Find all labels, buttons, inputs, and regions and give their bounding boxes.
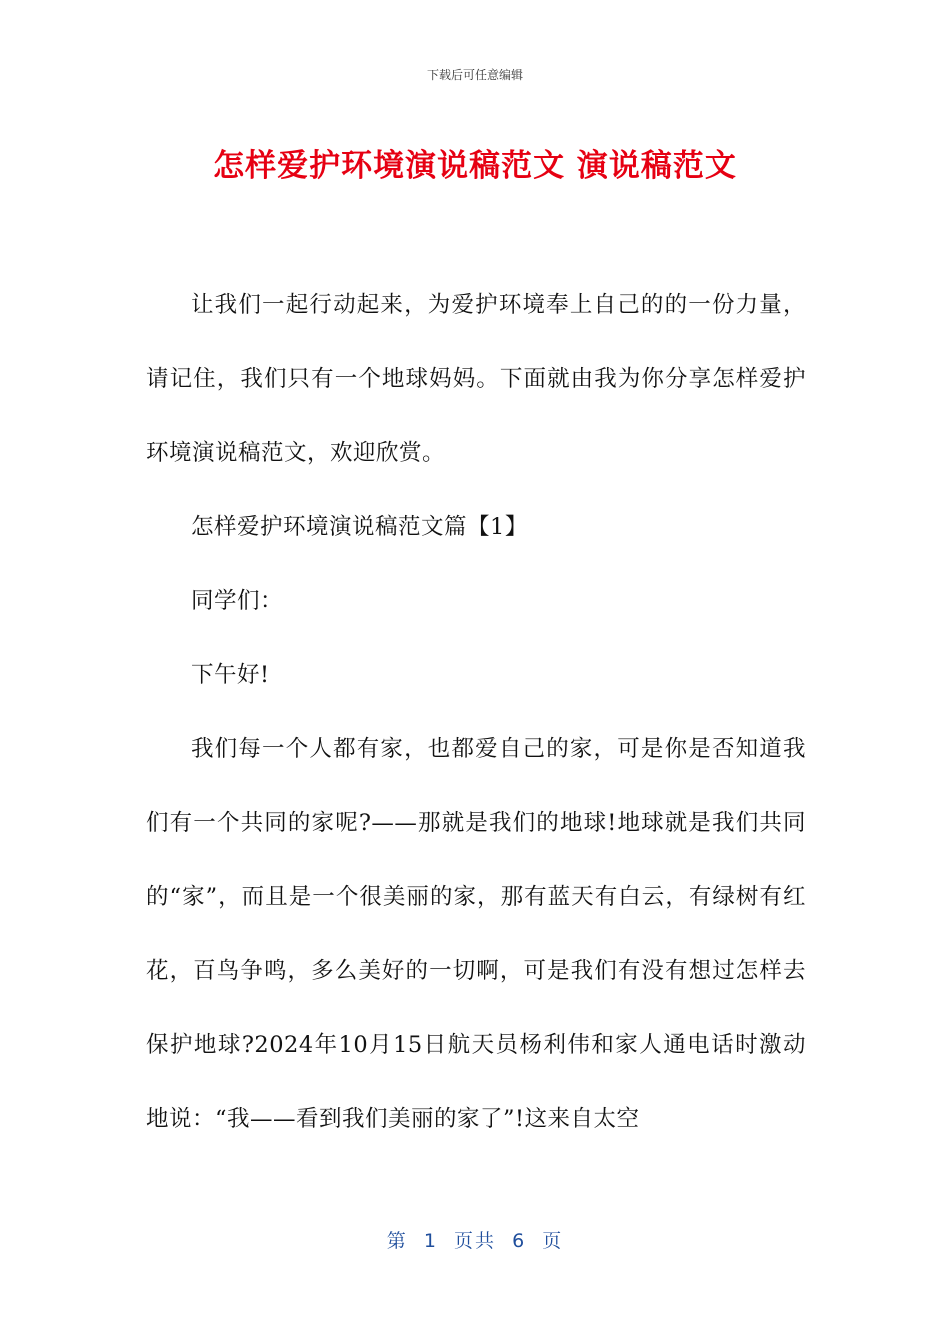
paragraph-section-heading: 怎样爱护环境演说稿范文篇【1】 <box>191 514 528 540</box>
paragraph-body: 我们每一个人都有家，也都爱自己的家，可是你是否知道我们有一个共同的家呢?——那就是我们的地球!地球就是我们共同的“家”，而且是一个很美丽的家，那有蓝天有白云，有绿树有红花，百鸟争鸣，多么美好的一切啊，可是我们有没有想过怎样去保护地球?2024年10月15日航天员杨利伟和家人通电话时激动地说：“我——看到我们美丽的家了”!这来自太空 <box>146 736 806 1132</box>
document-title: 怎样爱护环境演说稿范文 演说稿范文 <box>213 148 737 184</box>
paragraph-greeting: 下午好! <box>191 662 270 688</box>
paragraph-intro: 让我们一起行动起来，为爱护环境奉上自己的的一份力量，请记住，我们只有一个地球妈妈。下面就由我为你分享怎样爱护环境演说稿范文，欢迎欣赏。 <box>146 292 806 466</box>
document-body <box>146 268 806 1156</box>
page-number-footer <box>0 1226 950 1253</box>
page-header-note: 下载后可任意编辑 <box>426 68 523 82</box>
paragraph-salutation: 同学们： <box>191 588 284 614</box>
page-number-label: 第 1 页共 6 页 <box>386 1230 564 1252</box>
